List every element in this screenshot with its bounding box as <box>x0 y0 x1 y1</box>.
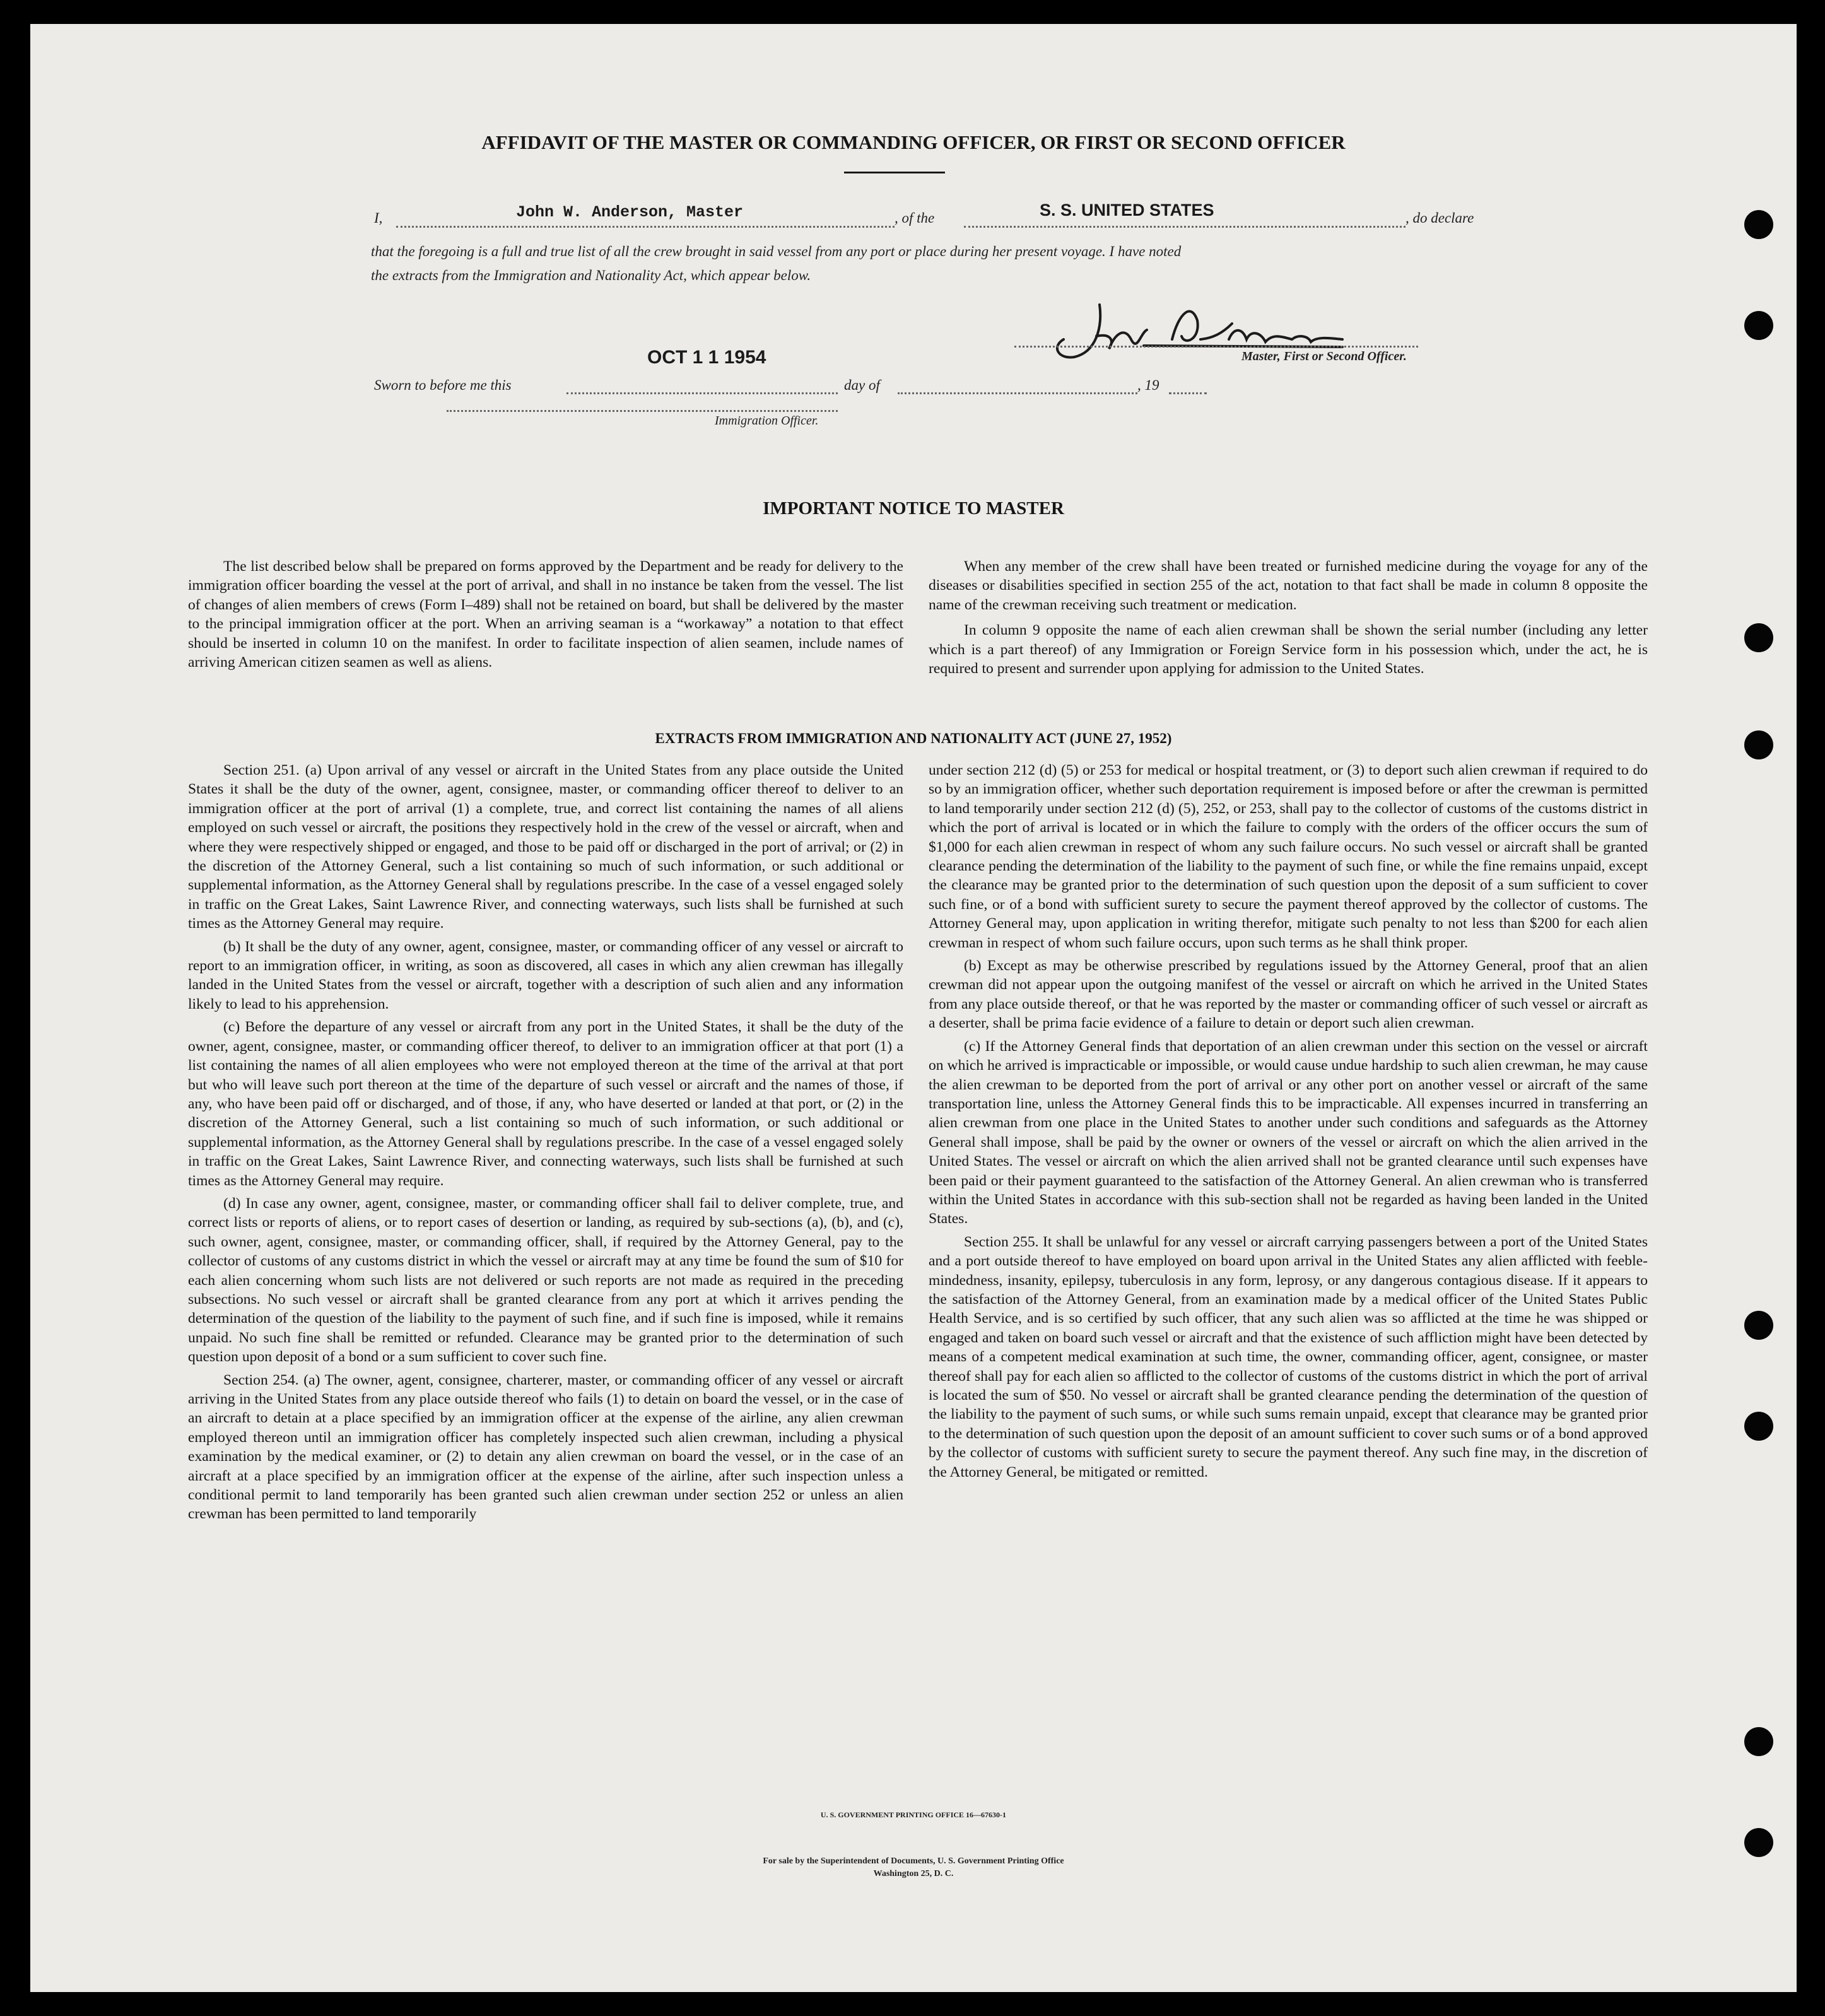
affidavit-statement-line: that the foregoing is a full and true list of all the crew brought in said vessel from any port or place during her present voyage. I have noted <box>371 243 1182 259</box>
section-paragraph: Section 251. (a) Upon arrival of any vessel or aircraft in the United States from any place outside the United States it shall be the duty of the owner, agent, consignee, master, or commanding officer thereof to deliver to an immigration officer at the port of arrival (1) a complete, true, and correct list containing the names of all aliens employed on such vessel or aircraft, the positions they respectively hold in the crew of the vessel or aircraft, when and where they were respectively shipped or engaged, and those to be paid off or discharged in the port of arrival; or (2) in the discretion of the Attorney General, such a list containing so much of such information, or such additional or supplemental information, as the Attorney General shall by regulations prescribe. In the case of a vessel engaged solely in traffic on the Great Lakes, Saint Lawrence River, and connecting waterways, such lists shall be furnished at such times as the Attorney General may require. <box>188 762 903 932</box>
affidavit-declare-label: , do declare <box>1405 210 1474 226</box>
sworn-date-line <box>566 392 838 394</box>
sworn-label: Sworn to before me this <box>374 377 512 393</box>
affidavit-of-label: , of the <box>895 210 935 226</box>
punch-hole <box>1744 623 1773 652</box>
year-line <box>1169 392 1207 394</box>
notice-left-column <box>188 557 903 676</box>
gpo-imprint: U. S. GOVERNMENT PRINTING OFFICE 16—67630-1 <box>820 1810 1007 1819</box>
extracts-right-column <box>929 761 1648 1486</box>
immigration-officer-line <box>447 410 838 412</box>
document-page <box>30 24 1797 1992</box>
punch-hole <box>1744 1311 1773 1340</box>
section-paragraph: under section 212 (d) (5) or 253 for medical or hospital treatment, or (3) to deport such alien crewman if required to do so by an immigration officer, whether such deportation requirement is imposed before or after the crewman is permitted to land temporarily under section 212 (d) (5), 252, or 253, shall pay to the collector of customs of the customs district in which the port of arrival is located or in which the failure to comply with the orders of the officer occurs the sum of $1,000 for each alien crewman in respect of whom any such failure occurs. No such vessel or aircraft shall be granted clearance pending the determination of the liability to the payment of such fine, or while the fine remains unpaid, except the clearance may be granted prior to the determination of such question upon the deposit of a sum sufficient to cover such fine, or of a bond with sufficient surety to secure the payment thereof approved by the collector of customs. The Attorney General may, upon application in writing therefor, mitigate such penalty to not less than $200 for each alien crewman in respect of whom such failure occurs, upon such terms as he shall think proper. <box>929 762 1648 951</box>
stamp-date: OCT 1 1 1954 <box>647 347 766 368</box>
punch-hole <box>1744 1727 1773 1756</box>
signature-line <box>1014 346 1418 348</box>
punch-hole <box>1744 210 1773 239</box>
day-of-label: day of <box>844 377 880 393</box>
notice-paragraph: In column 9 opposite the name of each alien crewman shall be shown the serial number (including any letter which is a part thereof) of any Immigration or Foreign Service form in his possession which, under the act, he is required to present and surrender upon applying for admission to the United States. <box>929 622 1648 677</box>
punch-hole <box>1744 311 1773 340</box>
section-paragraph: Section 255. It shall be unlawful for any vessel or aircraft carrying passengers between a port of the United States and a port outside thereof to have employed on board upon arrival in the United States any alien afflicted with feeble-mindedness, insanity, epilepsy, tuberculosis in any form, leprosy, or any dangerous contagious disease. If it appears to the satisfaction of the Attorney General, from an examination made by a medical officer of the United States Public Health Service, and is so certified by such officer, that any such alien was so afflicted at the time he was shipped or engaged and taken on board such vessel or aircraft and that the existence of such affliction might have been detected by means of a competent medical examination at such time, the owner, commanding officer, agent, consignee, or master thereof shall pay for each alien so afflicted to the collector of customs of the customs district in which the port of arrival is located the sum of $50. No vessel or aircraft shall be granted clearance pending the determination of the question of the liability to the payment of such sums, or while such sums remain unpaid, except that clearance may be granted prior to the determination of such question upon the deposit of an amount sufficient to cover such sums or of a bond approved by the collector of customs with sufficient surety to secure the payment thereof. Any such fine may, in the discretion of the Attorney General, be mitigated or remitted. <box>929 1233 1648 1480</box>
vessel-line <box>964 226 1405 228</box>
punch-hole <box>1744 730 1773 759</box>
vessel-stamp: S. S. UNITED STATES <box>1040 201 1214 220</box>
notice-paragraph: The list described below shall be prepared on forms approved by the Department and be ready for delivery to the immigration officer boarding the vessel at the port of arrival, and shall in no instance be taken from the vessel. The list of changes of alien members of crews (Form I–489) shall not be retained on board, but shall be delivered by the master to the principal immigration officer at the port. When an arriving seaman is a “workaway” a notation to that effect should be inserted in column 10 on the manifest. In order to facilitate inspection of alien seamen, include names of arriving American citizen seamen as well as aliens. <box>188 558 903 671</box>
title-rule <box>844 172 945 173</box>
section-paragraph: (b) It shall be the duty of any owner, agent, consignee, master, or commanding officer of any vessel or aircraft to report to an immigration officer, in writing, as soon as discovered, all cases in which any alien crewman has illegally landed in the United States from the vessel or aircraft, together with a description of such alien and any information likely to lead to his apprehension. <box>188 938 903 1012</box>
extracts-left-column <box>188 761 903 1528</box>
punch-hole <box>1744 1412 1773 1441</box>
immigration-officer-caption: Immigration Officer. <box>715 414 819 428</box>
sale-notice-line-1: For sale by the Superintendent of Documents, U. S. Government Printing Office <box>763 1856 1064 1866</box>
section-paragraph: (c) If the Attorney General finds that deportation of an alien crewman under this section on the vessel or aircraft on which he arrived is impracticable or impossible, or would cause undue hardship to such alien crewman, he may cause the alien crewman to be deported from the port of arrival or any other port on another vessel or aircraft of the same transportation line, unless the Attorney General finds this to be impracticable. All expenses incurred in transferring an alien crewman from one place in the United States to another under such conditions and safeguards as the Attorney General shall impose, shall be paid by the owner or owners of the vessel or aircraft on which the alien arrived in the United States. The vessel or aircraft on which the alien arrived shall not be granted clearance until such expenses have been paid or their payment guaranteed to the satisfaction of the Attorney General. An alien crewman who is transferred within the United States in accordance with this sub-section shall not be regarded as having been landed in the United States. <box>929 1038 1648 1228</box>
extracts-title: EXTRACTS FROM IMMIGRATION AND NATIONALITY ACT (JUNE 27, 1952) <box>655 730 1172 746</box>
notice-title: IMPORTANT NOTICE TO MASTER <box>763 498 1064 519</box>
month-line <box>898 392 1137 394</box>
affidavit-statement-line: the extracts from the Immigration and Nationality Act, which appear below. <box>371 267 811 283</box>
notice-right-column <box>929 557 1648 682</box>
signature-caption: Master, First or Second Officer. <box>1241 349 1407 363</box>
affidavit-i-label: I, <box>374 210 383 226</box>
year-label: , 19 <box>1137 377 1159 393</box>
notice-paragraph: When any member of the crew shall have been treated or furnished medicine during the voyage for any of the diseases or disabilities specified in section 255 of the act, notation to that fact shall be made in column 8 opposite the name of the crewman receiving such treatment or medication. <box>929 558 1648 613</box>
section-paragraph: (c) Before the departure of any vessel or aircraft from any port in the United States, it shall be the duty of the owner, agent, consignee, master, or commanding officer thereof, to deliver to an immigration officer at that port (1) a list containing the names of all alien employees who were not employed thereon at the time of the arrival at that port but who will leave such port thereon at the time of the departure of such vessel or aircraft and the names of those, if any, who have been paid off or discharged, and of those, if any, who have deserted or landed at that port, or (2) in the discretion of the Attorney General, such a list containing so much of such information, or such additional or supplemental information, as the Attorney General shall by regulations prescribe. In the case of a vessel engaged solely in traffic on the Great Lakes, Saint Lawrence River, and connecting waterways, such lists shall be furnished at such times as the Attorney General may require. <box>188 1019 903 1189</box>
punch-hole <box>1744 1828 1773 1857</box>
section-paragraph: (b) Except as may be otherwise prescribed by regulations issued by the Attorney General, proof that an alien crewman did not appear upon the outgoing manifest of the vessel or aircraft on which he arrived in the United States from any place outside thereof, or that he was reported by the master or commanding officer of such vessel or aircraft as a deserter, shall be prima facie evidence of a failure to detain or deport such alien crewman. <box>929 958 1648 1032</box>
affidavit-title: AFFIDAVIT OF THE MASTER OR COMMANDING OFFICER, OR FIRST OR SECOND OFFICER <box>481 131 1346 153</box>
sale-notice-line-2: Washington 25, D. C. <box>873 1869 954 1878</box>
section-paragraph: Section 254. (a) The owner, agent, consignee, charterer, master, or commanding officer of any vessel or aircraft arriving in the United States from any place outside thereof who fails (1) to detain on board the vessel, or in the case of an aircraft to detain at a place specified by an immigration officer at the expense of the airline, any alien crewman employed thereon until an immigration officer has completely inspected such alien crewman, including a physical examination by the medical examiner, or (2) to detain any alien crewman on board the vessel, or in the case of an aircraft at a place specified by an immigration officer at the expense of the airline, after such inspection unless a conditional permit to land temporarily has been granted such alien crewman under section 252 or unless an alien crewman has been permitted to land temporarily <box>188 1371 903 1523</box>
section-paragraph: (d) In case any owner, agent, consignee, master, or commanding officer shall fail to deliver complete, true, and correct lists or reports of aliens, or to report cases of desertion or landing, as required by sub-sections (a), (b), and (c), such owner, agent, consignee, master, or commanding officer, shall, if required by the Attorney General, pay to the collector of customs of any customs district in which the vessel or aircraft may at any time be found the sum of $10 for each alien concerning whom such lists are not delivered or such reports are not made as required in the preceding subsections. No such vessel or aircraft shall be granted clearance from any port at which it arrives pending the determination of the question of the liability to the payment of such fine, and if such fine is imposed, while it remains unpaid. No such fine shall be remitted or refunded. Clearance may be granted prior to the determination of such question upon deposit of a bond or a sum sufficient to cover such fine. <box>188 1195 903 1366</box>
master-name-line <box>396 226 895 228</box>
master-name-value: John W. Anderson, Master <box>516 203 744 221</box>
